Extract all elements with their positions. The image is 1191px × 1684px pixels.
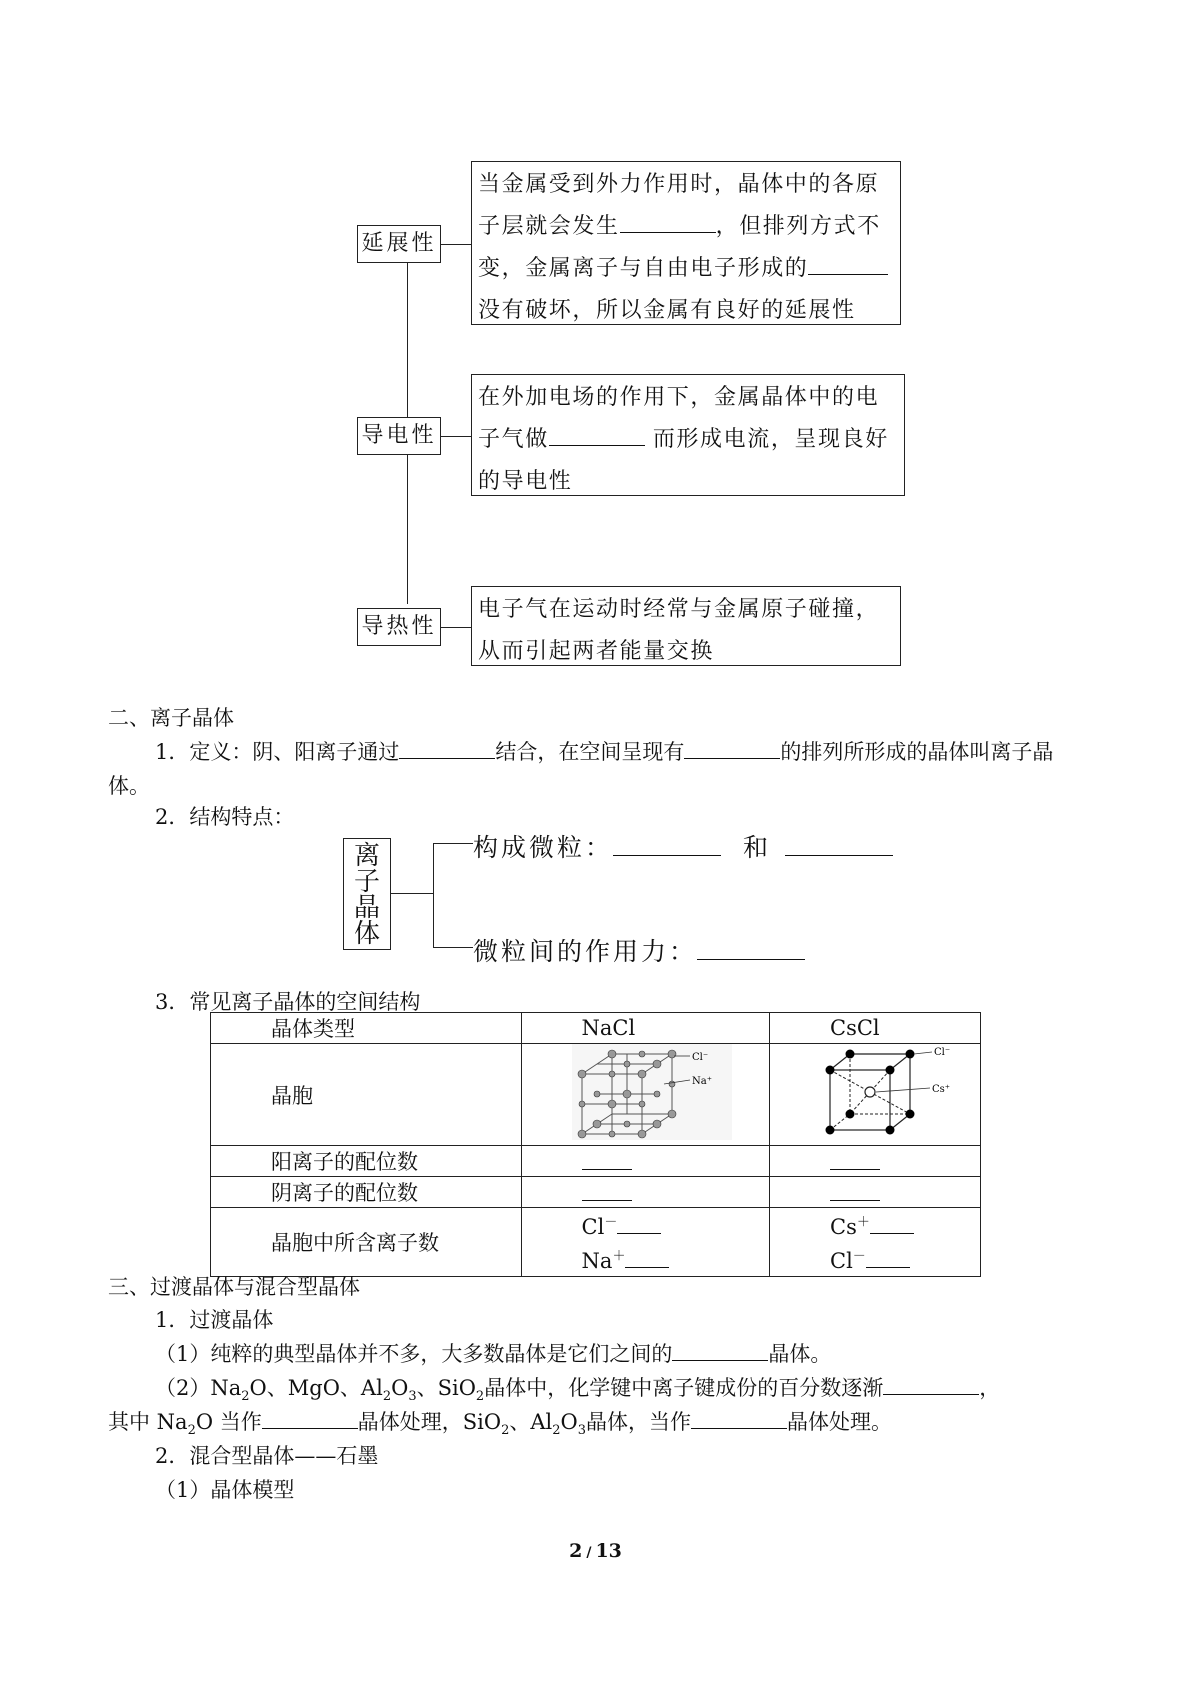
definition: 1．定义：阴、阳离子通过 结合，在空间呈现有 的排列所形成的晶体叫离子晶体。 — [108, 735, 1078, 803]
blank[interactable] — [691, 1406, 787, 1429]
section2-heading: 二、离子晶体 — [108, 706, 234, 730]
page-number: 2 / 13 — [569, 1540, 622, 1562]
blank[interactable] — [262, 1406, 358, 1429]
blank[interactable] — [870, 1211, 914, 1234]
blank[interactable] — [785, 829, 893, 856]
blank[interactable] — [549, 422, 645, 446]
blank[interactable] — [399, 736, 495, 759]
table-cell — [770, 1177, 981, 1208]
blank[interactable] — [582, 1178, 632, 1201]
nacl-na-label: Na⁺ — [691, 1076, 712, 1087]
nacl-cl-label: Cl⁻ — [691, 1052, 708, 1063]
table-row — [211, 1044, 981, 1146]
label-conductivity: 导电性 — [357, 417, 441, 455]
section3-p3: 其中 $Na_2O$ 当作 晶体处理，SiO$_2$、$Al_2O_3$晶体，当作 晶体处理。 — [108, 1405, 1078, 1448]
blank[interactable] — [883, 1372, 979, 1395]
table-cell — [521, 1146, 769, 1177]
blank[interactable] — [830, 1178, 880, 1201]
blank[interactable] — [620, 209, 716, 233]
section3-sub2: 2．混合型晶体——石墨 — [155, 1444, 379, 1468]
struct-connector — [391, 893, 433, 894]
ionic-crystal-table — [210, 1012, 981, 1277]
label-thermal: 导热性 — [357, 608, 441, 646]
table-cell: 阴离子的配位数 — [211, 1177, 522, 1208]
struct-heading: 2．结构特点： — [155, 805, 295, 829]
desc-ductility: 当金属受到外力作用时，晶体中的各原子层就会发生 ，但排列方式不变，金属离子与自由电子形成的没有破坏，所以金属有良好的延展性 — [471, 161, 901, 325]
table-heading: 3．常见离子晶体的空间结构 — [155, 990, 421, 1014]
connector-ductility — [441, 244, 471, 245]
struct-branch-force: 微粒间的作用力： — [473, 932, 805, 968]
section3-sub1: 1．过渡晶体 — [155, 1308, 274, 1332]
table-row — [211, 1177, 981, 1208]
blank[interactable] — [866, 1245, 910, 1268]
table-cell — [770, 1146, 981, 1177]
cscl-cl-label: Cl⁻ — [934, 1047, 951, 1058]
table-header: NaCl — [521, 1013, 769, 1044]
table-cell: 晶胞 — [211, 1044, 522, 1146]
desc-thermal: 电子气在运动时经常与金属原子碰撞，从而引起两者能量交换 — [471, 586, 901, 666]
blank[interactable] — [625, 1245, 669, 1268]
struct-bracket — [433, 843, 434, 947]
table-cell: 晶胞中所含离子数 — [211, 1208, 522, 1277]
blank[interactable] — [582, 1147, 632, 1170]
blank[interactable] — [684, 736, 780, 759]
blank[interactable] — [697, 933, 805, 960]
table-row — [211, 1146, 981, 1177]
struct-bracket-bottom — [433, 947, 473, 948]
label-ductility: 延展性 — [357, 225, 441, 263]
table-cell: Cl－ Na＋ — [521, 1208, 769, 1277]
table-row — [211, 1208, 981, 1277]
blank[interactable] — [830, 1147, 880, 1170]
cscl-cs-label: Cs⁺ — [932, 1084, 951, 1095]
connector-thermal — [441, 627, 471, 628]
blank[interactable] — [613, 829, 721, 856]
section3-sub2-1: （1）晶体模型 — [155, 1478, 295, 1502]
connector-conductivity — [441, 436, 471, 437]
desc-conductivity: 在外加电场的作用下，金属晶体中的电子气做 而形成电流，呈现良好的导电性 — [471, 374, 905, 496]
table-header: 晶体类型 — [211, 1013, 522, 1044]
nacl-cell-image — [521, 1044, 769, 1146]
table-cell: Cs＋ Cl－ — [770, 1208, 981, 1277]
cscl-lattice-diagram — [820, 1044, 980, 1140]
cscl-cell-image — [770, 1044, 981, 1146]
section3-p2: $(2)Na_2O$、MgO、$Al_2O_3$、SiO$_2$晶体中，化学键中离子键成份的百分数逐渐 ， — [155, 1371, 1075, 1414]
struct-branch-particles: 构成微粒： 和 — [473, 828, 893, 864]
nacl-lattice-diagram — [572, 1044, 732, 1140]
blank[interactable] — [672, 1338, 768, 1361]
blank[interactable] — [617, 1211, 661, 1234]
section3-p1: （1）纯粹的典型晶体并不多，大多数晶体是它们之间的 晶体。 — [155, 1337, 1125, 1371]
blank[interactable] — [808, 251, 888, 275]
table-header: CsCl — [770, 1013, 981, 1044]
section3-heading: 三、过渡晶体与混合型晶体 — [108, 1275, 360, 1299]
ionic-crystal-label: 离 子 晶 体 — [343, 838, 391, 950]
struct-bracket-top — [433, 843, 473, 844]
table-cell: 阳离子的配位数 — [211, 1146, 522, 1177]
table-row — [211, 1013, 981, 1044]
table-cell — [521, 1177, 769, 1208]
